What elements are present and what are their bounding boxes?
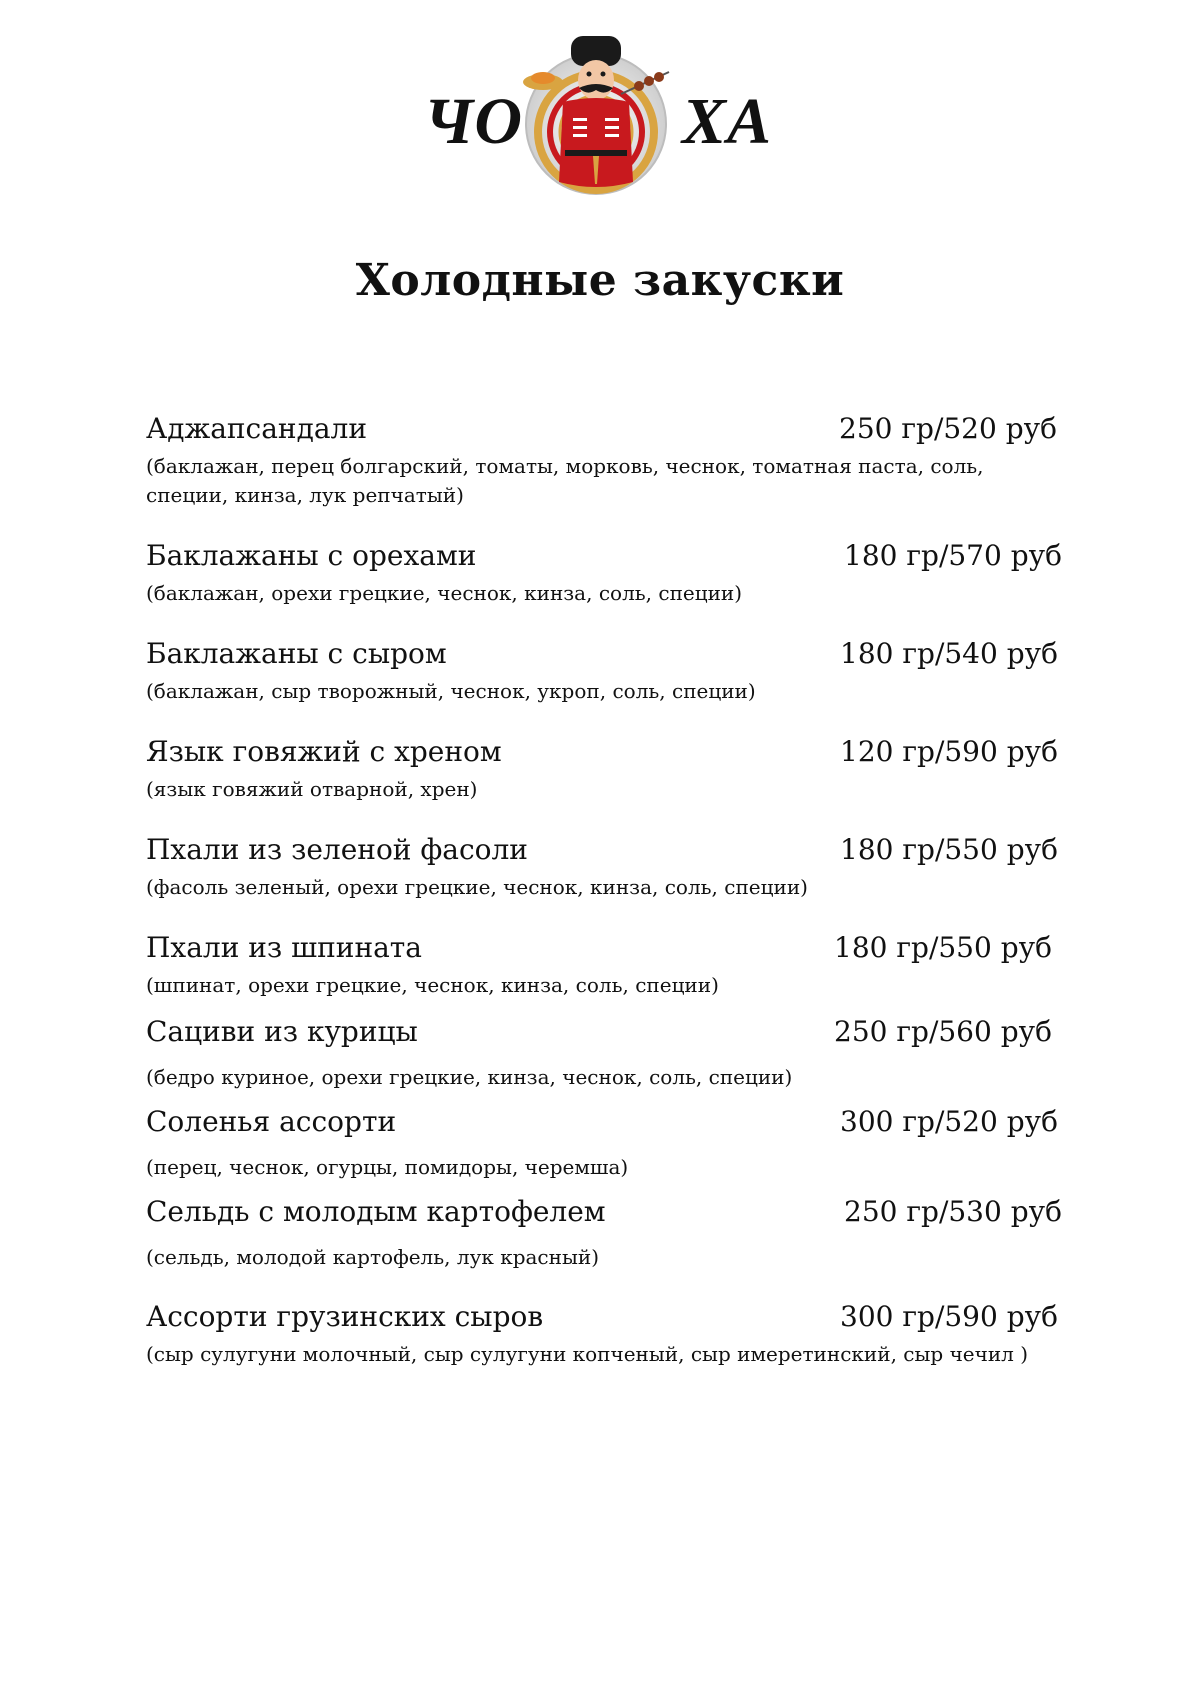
menu-item-price: 250 гр/520 руб <box>839 412 1057 445</box>
menu-item <box>146 1300 1056 1369</box>
menu-item-price: 120 гр/590 руб <box>840 735 1058 768</box>
menu-item <box>146 1105 1056 1182</box>
menu-item-price: 180 гр/570 руб <box>844 539 1062 572</box>
menu-item-price: 300 гр/520 руб <box>840 1105 1058 1138</box>
menu-item-description: (сельдь, молодой картофель, лук красный) <box>146 1245 600 1269</box>
menu-item-description: (баклажан, сыр творожный, чеснок, укроп, соль, специи) <box>146 679 756 703</box>
menu-item-price: 300 гр/590 руб <box>840 1300 1058 1333</box>
menu-item <box>146 412 1056 510</box>
menu-item-description: (сыр сулугуни молочный, сыр сулугуни копченый, сыр имеретинский, сыр чечил ) <box>146 1342 1029 1366</box>
menu-item-price: 250 гр/530 руб <box>844 1195 1062 1228</box>
menu-item <box>146 1015 1056 1092</box>
menu-item-name: Аджапсандали <box>146 412 367 445</box>
page-title: Холодные закуски <box>355 255 845 306</box>
menu-item-description: (баклажан, перец болгарский, томаты, морковь, чеснок, томатная паста, соль, специи, кинза, лук репчатый) <box>146 454 984 507</box>
menu-item-description: (фасоль зеленый, орехи грецкие, чеснок, кинза, соль, специи) <box>146 875 808 899</box>
menu-item-description: (шпинат, орехи грецкие, чеснок, кинза, соль, специи) <box>146 973 719 997</box>
restaurant-logo <box>420 32 790 202</box>
menu-item <box>146 539 1062 608</box>
logo-word-right: ХА <box>682 85 773 158</box>
menu-item-description: (бедро куриное, орехи грецкие, кинза, чеснок, соль, специи) <box>146 1065 793 1089</box>
menu-item <box>146 637 1056 706</box>
menu-item-price: 180 гр/550 руб <box>834 931 1052 964</box>
menu-item <box>146 931 1056 1000</box>
logo-word-left: ЧО <box>424 85 524 158</box>
menu-item-name: Пхали из зеленой фасоли <box>146 833 528 866</box>
menu-item-price: 250 гр/560 руб <box>834 1015 1052 1048</box>
menu-item <box>146 735 1056 804</box>
menu-item-name: Ассорти грузинских сыров <box>146 1300 544 1333</box>
menu-item-name: Соленья ассорти <box>146 1105 397 1138</box>
menu-item-name: Язык говяжий с хреном <box>146 735 502 768</box>
menu-item-description: (перец, чеснок, огурцы, помидоры, черемша) <box>146 1155 629 1179</box>
menu-item-description: (язык говяжий отварной, хрен) <box>146 777 478 801</box>
menu-item-price: 180 гр/540 руб <box>840 637 1058 670</box>
menu-item-name: Сельдь с молодым картофелем <box>146 1195 606 1228</box>
menu-item-description: (баклажан, орехи грецкие, чеснок, кинза, соль, специи) <box>146 581 743 605</box>
menu-item-name: Баклажаны с орехами <box>146 539 477 572</box>
menu-item <box>146 833 1056 902</box>
menu-item-name: Пхали из шпината <box>146 931 422 964</box>
menu-item <box>146 1195 1062 1272</box>
menu-item-name: Баклажаны с сыром <box>146 637 447 670</box>
caucasian-man-emblem-icon <box>521 32 671 202</box>
menu-item-name: Сациви из курицы <box>146 1015 418 1048</box>
menu-item-price: 180 гр/550 руб <box>840 833 1058 866</box>
